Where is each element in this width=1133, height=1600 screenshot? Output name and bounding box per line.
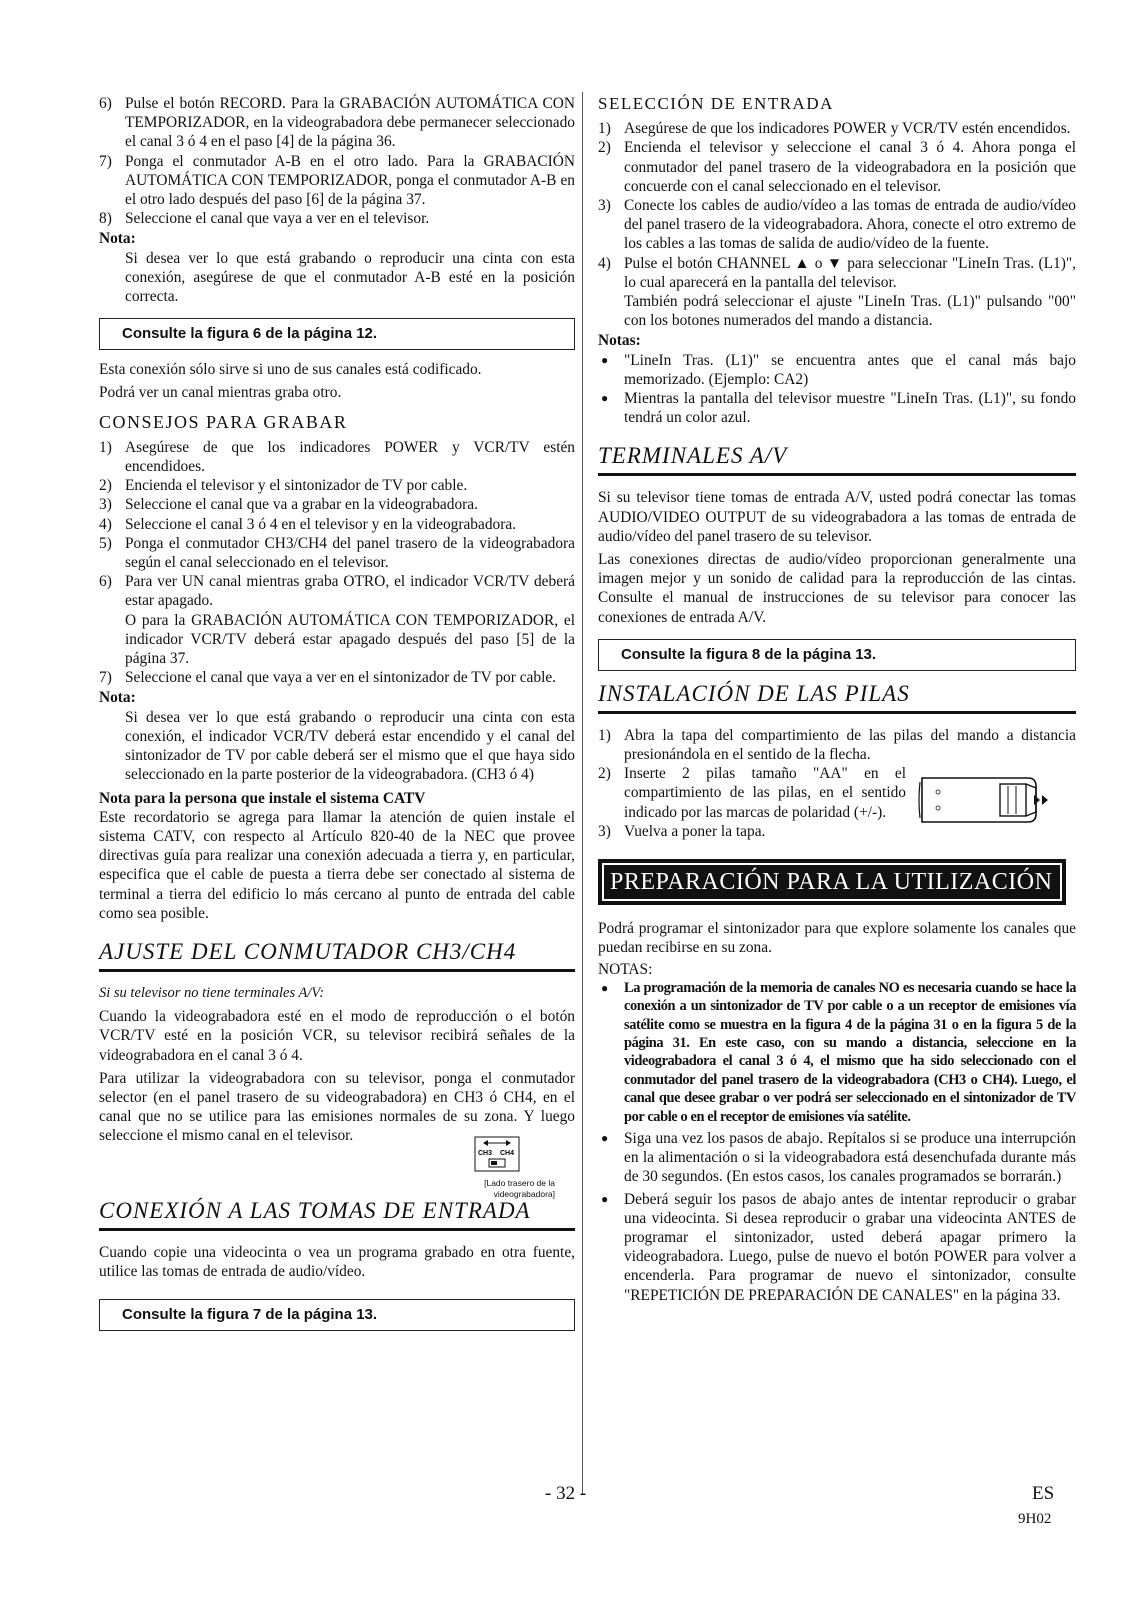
paragraph: Si su televisor tiene tomas de entrada A/V, usted podrá conectar las tomas AUDIO/VIDEO OUTPUT de su videograbadora a las tomas de entrada de audio/vídeo del panel trasero de su televisor. [598,489,1076,545]
item-text: Seleccione el canal que va a grabar en la videograbadora. [125,496,478,514]
notas-label: Notas: [598,332,641,350]
catv-heading: Nota para la persona que instale el sistema CATV [99,789,426,807]
item-text: Seleccione el canal 3 ó 4 en el televisor y en la videograbadora. [125,515,517,533]
page-number: - 32 - [545,1483,587,1504]
italic-note: Si su televisor no tiene terminales A/V: [99,984,325,1001]
nota-text: Si desea ver lo que está grabando o reproducir una cinta con esta conexión, asegúrese de que el conmutador A-B esté en la posición correcta. [125,249,575,306]
paragraph: Esta conexión sólo sirve si uno de sus canales está codificado. [99,361,482,379]
switch-caption: [Lado trasero de la videograbadora] [484,1177,555,1199]
item-text: Vuelva a poner la tapa. [624,822,766,840]
list-item [99,611,575,669]
item-number: 3) [598,197,611,215]
right-column [598,94,1076,1305]
item-number: 2) [598,765,611,783]
item-text: Asegúrese de que los indicadores POWER y VCR/TV estén encendidoes. [125,438,575,476]
item-text: Pulse el botón RECORD. Para la GRABACIÓN AUTOMÁTICA CON TEMPORIZADOR, en la videograbadora debe permanecer seleccionado el canal 3 ó 4 en el paso [4] de la página 36. [125,95,575,151]
list-item [598,726,1076,764]
paragraph: Cuando la videograbadora esté en el modo de reproducción o el botón VCR/TV esté en la posición VCR, su televisor recibirá señales de la videograbadora en el canal 3 ó 4. [99,1008,575,1064]
bullet-item: ● Siga una vez los pasos de abajo. Repítalos si se produce una interrupción en la alimentación o si la videograbadora está desenchufada durante más de 30 segundos. (En estos casos, los canales programados se borrarán.) [598,1129,1076,1187]
list-item [99,572,575,610]
figure-reference-box: Consulte la figura 8 de la página 13. [598,639,1076,671]
section-heading: SELECCIÓN DE ENTRADA [598,94,834,113]
list-item [99,476,575,495]
item-text: Seleccione el canal que vaya a ver en el sintonizador de TV por cable. [125,669,557,687]
nota-label: Nota: [99,689,136,707]
paragraph: Cuando copie una videocinta o vea un programa grabado en otra fuente, utilice las tomas de entrada de audio/vídeo. [99,1243,575,1280]
item-text: Asegúrese de que los indicadores POWER y VCR/TV estén encendidos. [624,120,1071,138]
bullet-item: ● Deberá seguir los pasos de abajo antes de intentar reproducir o grabar una videocinta. Si desea reproducir o grabar una videocinta ANTES de programar el sintonizador, usted deberá apagar primero la videograbadora. Luego, pulse de nuevo el botón POWER para volver a encenderla. Para programar de nuevo el sintonizador, consulte "REPETICIÓN DE PREPARACIÓN DE CANALES" en la página 33. [598,1190,1076,1305]
list-item [99,515,575,534]
item-number: 6) [99,95,112,112]
list-item [598,292,1076,330]
ch3-label: CH3 [478,1149,493,1157]
item-number: 4) [99,515,112,533]
list-item [99,94,575,152]
item-text: Seleccione el canal que vaya a ver en el televisor. [125,210,430,228]
ch4-label: CH4 [500,1149,515,1157]
language-code: ES [1032,1483,1055,1504]
switch-icon [473,1135,523,1173]
list-item [99,209,575,228]
bullet-item: ● Mientras la pantalla del televisor muestre "LineIn Tras. (L1)", su fondo tendrá un color azul. [598,389,1076,427]
item-number: 8) [99,210,112,228]
paragraph: Podrá ver un canal mientras graba otro. [99,384,342,402]
notas-label: NOTAS: [598,960,653,978]
item-text: Encienda el televisor y seleccione el canal 3 ó 4. Ahora ponga el conmutador del panel trasero de la videograbadora en la posición que concuerde con el canal seleccionado en el televisor. [624,139,1076,195]
item-number: 7) [99,669,112,687]
section-heading-terminales: TERMINALES A/V [598,443,1076,476]
item-text: O para la GRABACIÓN AUTOMÁTICA CON TEMPORIZADOR, el indicador VCR/TV deberá estar apagado después del paso [5] de la página 37. [125,611,575,668]
item-number: 2) [598,139,611,157]
list-item [598,119,1076,138]
nota-label: Nota: [99,230,136,248]
list-item [598,254,1076,292]
item-number: 6) [99,573,112,591]
item-number: 5) [99,534,112,552]
section-heading-ajuste: AJUSTE DEL CONMUTADOR CH3/CH4 [99,939,575,972]
figure-reference-box: Consulte la figura 6 de la página 12. [99,318,575,350]
paragraph: Para utilizar la videograbadora con su televisor, ponga el conmutador selector (en el panel trasero de su videograbadora) en CH3 ó CH4, en el canal que no se utilice para las emisiones normales de su zona. Y luego seleccione el mismo canal en el televisor. [99,1069,575,1145]
catv-text: Este recordatorio se agrega para llamar la atención de quien instale el sistema CATV, con respecto al Artículo 820-40 de la NEC que provee directivas guía para realizar una conexión adecuada a tierra y, en particular, especifica que el cable de puesta a tierra debe ser conectado al sistema de terminal a tierra del edificio lo más cercano al punto de entrada del cable como sea posible. [99,808,575,922]
item-text: Pulse el botón CHANNEL ▲ o ▼ para seleccionar "LineIn Tras. (L1)", lo cual aparecerá en la pantalla del televisor. [624,254,1076,291]
item-number: 1) [598,726,611,744]
nota-text: Si desea ver lo que está grabando o reproducir una cinta con esta conexión, el indicador VCR/TV deberá estar encendido y el canal del sintonizador de TV por cable deberá ser el mismo que el que haya sido seleccionado en la parte posterior de la videograbadora. (CH3 ó 4) [125,708,575,784]
item-number: 2) [99,477,112,495]
bullet-item: ● "LineIn Tras. (L1)" se encuentra antes que el canal más bajo memorizado. (Ejemplo: CA2) [598,351,1076,389]
item-text: Conecte los cables de audio/vídeo a las tomas de entrada de audio/vídeo del panel trasero de la videograbadora. Ahora, conecte el otro extremo de los cables a las tomas de salida de audio/vídeo de la fuente. [624,197,1076,253]
item-number: 1) [598,120,611,138]
list-item [99,152,575,210]
item-text: También podrá seleccionar el ajuste "LineIn Tras. (L1)" pulsando "00" con los botones numerados del mando a distancia. [624,293,1076,330]
list-item [598,138,1076,196]
item-text: Ponga el conmutador A-B en el otro lado. Para la GRABACIÓN AUTOMÁTICA CON TEMPORIZADOR, ponga el conmutador A-B en el otro lado después del paso [6] de la página 37. [125,152,575,209]
bullet-item-bold: ● La programación de la memoria de canales NO es necesaria cuando se hace la conexión a un sintonizador de TV por cable o a un receptor de emisiones vía satélite como se muestra en la figura 4 de la página 31 o en la figura 5 de la página 31. En este caso, con su mando a distancia, seleccione en la videograbadora el canal 3 ó 4, el mismo que ha sido seleccionado con el conmutador del panel trasero de la videograbadora (CH3 o CH4). Luego, el canal que desee grabar o ver podrá ser seleccionado en el sintonizador de TV por cable o en el receptor de emisiones vía satélite. [598,979,1076,1126]
item-number: 4) [598,254,611,272]
left-column [99,94,575,1341]
list-item [598,196,1076,254]
list-item [99,438,575,476]
list-item [99,495,575,514]
section-heading: CONSEJOS PARA GRABAR [99,411,348,432]
item-text: Ponga el conmutador CH3/CH4 del panel trasero de la videograbadora según el canal seleccionado en el televisor. [125,534,575,572]
item-number: 1) [99,438,112,456]
list-item [99,668,575,687]
item-number: 3) [99,496,112,514]
pilas-block [598,764,1076,841]
remote-battery-icon [916,770,1066,826]
preparacion-banner: PREPARACIÓN PARA LA UTILIZACIÓN [598,859,1066,905]
item-text: Abra la tapa del compartimiento de las pilas del mando a distancia presionándola en el sentido de la flecha. [624,726,1076,764]
paragraph: Las conexiones directas de audio/vídeo proporcionan generalmente una imagen mejor y un sonido de calidad para la reproducción de las cintas. Consulte el manual de instrucciones de su televisor para conocer las conexiones de entrada A/V. [598,551,1076,626]
column-divider [582,92,583,1494]
section-heading-conexion: CONEXIÓN A LAS TOMAS DE ENTRADA [99,1198,575,1231]
ajuste-block [99,1069,575,1199]
figure-reference-box: Consulte la figura 7 de la página 13. [99,1299,575,1331]
list-item [99,534,575,572]
item-number: 7) [99,152,112,170]
item-text: Encienda el televisor y el sintonizador de TV por cable. [125,477,468,495]
item-text: Para ver UN canal mientras graba OTRO, el indicador VCR/TV deberá estar apagado. [125,573,575,610]
item-text: Inserte 2 pilas tamaño "AA" en el compartimiento de las pilas, en el sentido indicado por las marcas de polaridad (+/-). [624,765,906,821]
section-heading-pilas: INSTALACIÓN DE LAS PILAS [598,681,1076,714]
document-code: 9H02 [1018,1511,1052,1527]
item-number: 3) [598,822,611,840]
paragraph: Podrá programar el sintonizador para que explore solamente los canales que puedan recibirse en su zona. [598,920,1076,957]
ch3-ch4-switch-figure [473,1135,573,1200]
